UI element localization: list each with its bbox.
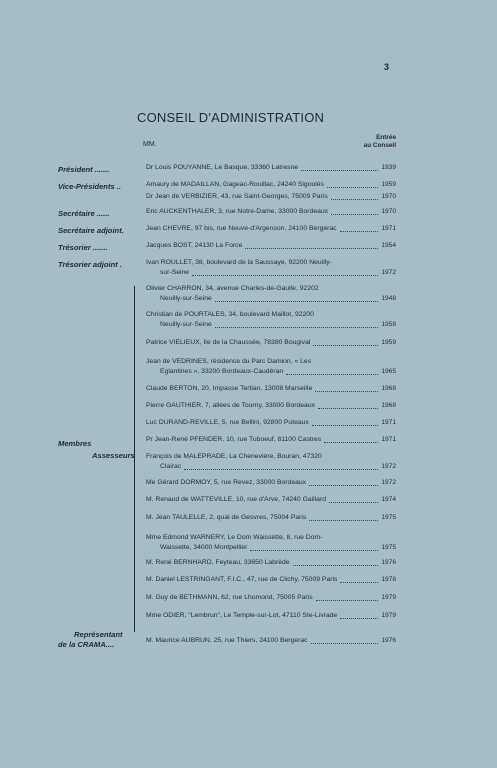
member-entry (146, 207, 396, 217)
leader-dots (318, 407, 378, 409)
leader-dots (293, 564, 379, 566)
member-name-address: François de MALEPRADE, La Chenevière, Bouran, 47320 (146, 453, 322, 460)
leader-dots (315, 390, 378, 392)
leader-dots (340, 617, 378, 619)
entry-year: 1971 (381, 419, 396, 426)
role-tresorier: Trésorier ....... (58, 243, 108, 252)
member-name-address: Dr Louis POUYANNE, Le Basque, 33360 Latresne (146, 164, 299, 171)
member-entry (146, 593, 396, 603)
entry-year: 1979 (381, 594, 396, 601)
member-entry (146, 310, 396, 330)
leader-dots (331, 198, 379, 200)
member-entry (146, 636, 396, 646)
entry-year: 1959 (381, 339, 396, 346)
role-secretaire: Secrétaire ...... (58, 209, 110, 218)
member-name-address: M. Guy de BETHMANN, 62, rue Lhomond, 75005 Paris (146, 594, 313, 601)
member-address-continuation: sur-Seine (160, 269, 190, 276)
entry-year: 1971 (381, 436, 396, 443)
member-name-address: Pr Jean-René PFENDER, 10, rue Tuboeuf, 81100 Castres (146, 436, 322, 443)
member-entry (146, 357, 396, 377)
leader-dots (192, 274, 378, 276)
leader-dots (184, 468, 378, 470)
entree-label: Entrée (376, 134, 396, 141)
assesseurs-brace (134, 286, 138, 632)
member-entry (146, 401, 396, 411)
member-entry (146, 224, 396, 234)
leader-dots (309, 519, 378, 521)
member-name-address: Mme ODIER, "Lembrun", Le Temple-sur-Lot, 47110 Ste-Livrade (146, 612, 338, 619)
member-entry (146, 163, 396, 173)
member-name-address: Luc DURAND-REVILLE, 5, rue Bellini, 92800 Puteaux (146, 419, 309, 426)
member-entry (146, 258, 396, 278)
entree-header (364, 134, 396, 150)
member-entry (146, 533, 396, 553)
entry-year: 1976 (381, 637, 396, 644)
member-name-address: Mme Edmond WARNERY, Le Dom Waissette, 8, rue Dom- (146, 534, 323, 541)
entry-year: 1968 (381, 385, 396, 392)
entry-year: 1948 (381, 295, 396, 302)
member-name-address: Olivier CHARRON, 34, avenue Charles-de-Gaulle, 92202 (146, 285, 319, 292)
member-name-address: Me Gérard DORMOY, 5, rue Revez, 33000 Bordeaux (146, 479, 307, 486)
leader-dots (215, 300, 379, 302)
role-tresorier-adjoint: Trésorier adjoint . (58, 260, 123, 269)
leader-dots (312, 424, 378, 426)
leader-dots (245, 247, 378, 249)
member-name-address: Claude BERTON, 20, Impasse Tertian, 13008 Marseille (146, 385, 313, 392)
leader-dots (327, 186, 378, 188)
role-representant-crama: de la CRAMA.... (58, 640, 115, 649)
member-entry (146, 513, 396, 523)
member-name-address: Jean de VEDRINES, résidence du Parc Damion, « Les (146, 358, 312, 365)
member-name-address: Patrice VIELIEUX, Ile de la Chaussée, 78380 Bougival (146, 339, 311, 346)
member-name-address: Amaury de MADAILLAN, Gageac-Rouillac, 24240 Sigoulès (146, 181, 324, 188)
leader-dots (331, 213, 378, 215)
entry-year: 1975 (381, 514, 396, 521)
entry-year: 1968 (381, 402, 396, 409)
member-entry (146, 452, 396, 472)
entry-year: 1974 (381, 496, 396, 503)
member-name-address: M. Jean TAULELLE, 2, quai de Gesvres, 75004 Paris (146, 514, 307, 521)
entry-year: 1959 (381, 181, 396, 188)
member-name-address: Dr Jean de VERBIZIER, 43, rue Saint-Georges, 75009 Paris (146, 193, 328, 200)
member-entry (146, 495, 396, 505)
leader-dots (340, 230, 379, 232)
entry-year: 1975 (381, 544, 396, 551)
member-name-address: Eric AUCKENTHALER, 3, rue Notre-Dame, 33000 Bordeaux (146, 208, 329, 215)
member-name-address: M. Renaud de WATTEVILLE, 10, rue d'Arve, 74240 Gaillard (146, 496, 326, 503)
role-secretaire-adjoint: Secrétaire adjoint. (58, 226, 124, 235)
leader-dots (324, 441, 378, 443)
member-name-address: M. René BERNHARD, Feyteau, 33650 Labrède (146, 559, 290, 566)
entry-year: 1965 (381, 368, 396, 375)
entry-year: 1958 (381, 321, 396, 328)
mm-label: MM. (143, 141, 157, 148)
leader-dots (313, 344, 378, 346)
leader-dots (340, 581, 378, 583)
member-name-address: Ivan ROULLET, 38, boulevard de la Saussaye, 92200 Neuilly- (146, 259, 332, 266)
member-entry (146, 180, 396, 190)
leader-dots (250, 549, 378, 551)
entry-year: 1972 (381, 463, 396, 470)
leader-dots (311, 642, 379, 644)
au-conseil-label: au Conseil (363, 142, 396, 149)
entry-year: 1972 (381, 269, 396, 276)
leader-dots (286, 373, 378, 375)
leader-dots (329, 501, 378, 503)
member-entry (146, 284, 396, 304)
member-address-continuation: Waissette, 34000 Montpellier (160, 544, 248, 551)
member-name-address: Pierre GAUTHIER, 7, allées de Tourny, 33000 Bordeaux (146, 402, 316, 409)
member-address-continuation: Eglantines », 33200 Bordeaux-Caudéran (160, 368, 284, 375)
member-address-continuation: Clairac (160, 463, 182, 470)
page-number: 3 (384, 62, 390, 72)
entry-year: 1970 (381, 208, 396, 215)
member-name-address: M. Daniel LESTRINGANT, F.I.C., 47, rue de Clichy, 75009 Paris (146, 576, 338, 583)
member-entry (146, 338, 396, 348)
entry-year: 1972 (381, 479, 396, 486)
entry-year: 1978 (381, 576, 396, 583)
entry-year: 1970 (381, 193, 396, 200)
member-entry (146, 192, 396, 202)
leader-dots (215, 326, 379, 328)
role-membres: Membres (58, 439, 92, 448)
member-entry (146, 611, 396, 621)
member-entry (146, 241, 396, 251)
member-entry (146, 384, 396, 394)
role-president: Président ....... (58, 165, 110, 174)
member-address-continuation: Neuilly-sur-Seine (160, 295, 212, 302)
entry-year: 1939 (381, 164, 396, 171)
leader-dots (301, 169, 378, 171)
entry-year: 1976 (381, 559, 396, 566)
member-entry (146, 435, 396, 445)
entry-year: 1971 (381, 225, 396, 232)
entry-year: 1979 (381, 612, 396, 619)
member-entry (146, 575, 396, 585)
member-address-continuation: Neuilly-sur-Seine (160, 321, 212, 328)
role-representant: Représentant (74, 630, 123, 639)
member-name-address: Jacques BOST, 24130 La Force (146, 242, 243, 249)
leader-dots (316, 599, 379, 601)
entry-year: 1954 (381, 242, 396, 249)
member-entry (146, 558, 396, 568)
member-entry (146, 478, 396, 488)
page-title: CONSEIL D'ADMINISTRATION (137, 110, 325, 125)
member-name-address: Christian de POURTALES, 34, boulevard Maillot, 92200 (146, 311, 314, 318)
member-name-address: M. Maurice AUBRUN, 25, rue Thiers, 24100 Bergerac (146, 637, 308, 644)
leader-dots (309, 484, 378, 486)
member-entry (146, 418, 396, 428)
role-vice-presidents: Vice-Présidents .. (58, 182, 122, 191)
member-name-address: Jean CHEVRE, 97 bis, rue Neuve-d'Argenson, 24100 Bergerac (146, 225, 337, 232)
role-assesseurs: Assesseurs (92, 451, 135, 460)
